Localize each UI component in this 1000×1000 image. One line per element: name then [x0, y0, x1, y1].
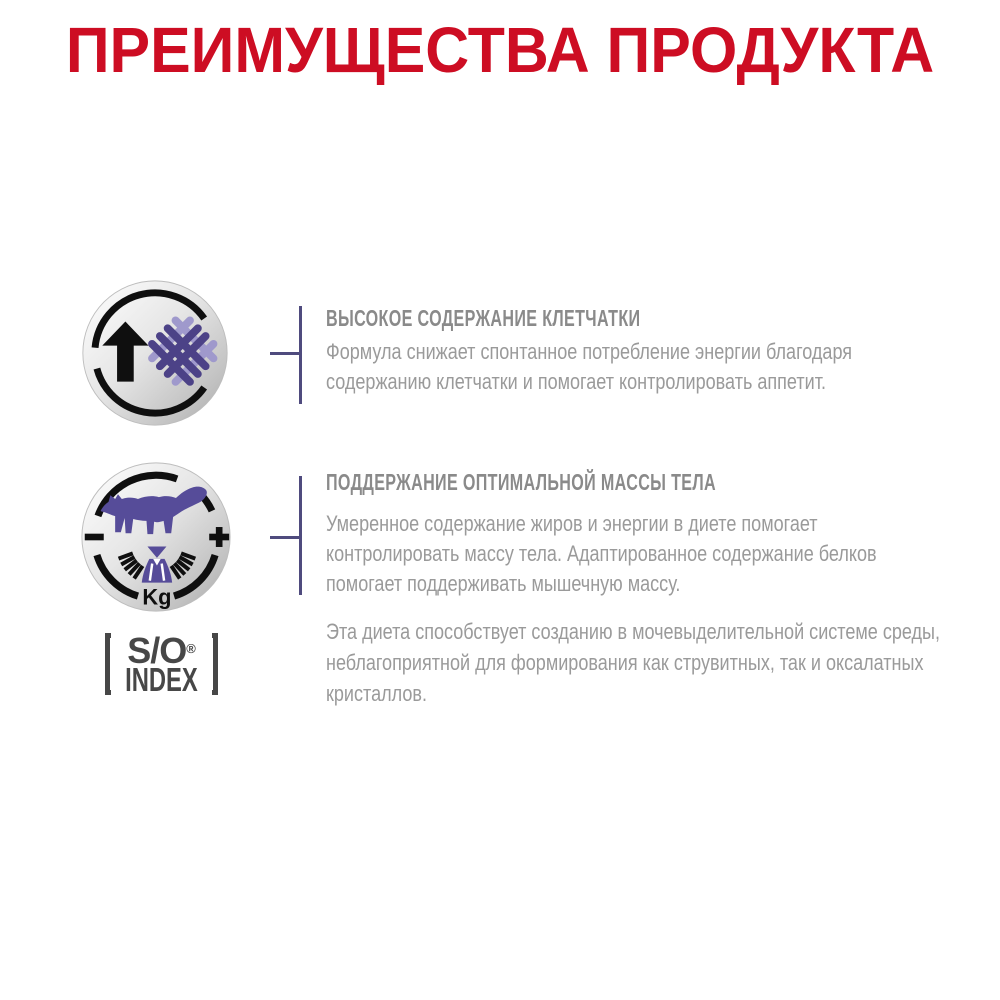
benefit-body-1 [326, 337, 968, 397]
minus-icon [85, 534, 104, 541]
body-text-line: Умеренное содержание жиров и энергии в диете помогает [326, 511, 818, 536]
body-text-line: содержанию клетчатки и помогает контролировать аппетит. [326, 369, 826, 394]
benefit-body-2 [326, 509, 997, 599]
weight-maintenance-icon [80, 461, 232, 613]
page-title: ПРЕИМУЩЕСТВА ПРОДУКТА [65, 14, 935, 86]
high-fiber-icon [81, 279, 229, 427]
body-text-line: помогает поддерживать мышечную массу. [326, 571, 681, 596]
benefit-heading-2: ПОДДЕРЖАНИЕ ОПТИМАЛЬНОЙ МАССЫ ТЕЛА [326, 469, 716, 495]
registered-mark: ® [186, 641, 196, 656]
body-text-line: контролировать массу тела. Адаптированное содержание белков [326, 541, 877, 566]
so-index-line1: S/O® [127, 630, 196, 671]
right-bracket-icon [212, 633, 218, 695]
so-index-line2: INDEX [125, 661, 198, 698]
body-text-line: кристаллов. [326, 681, 428, 706]
connector-tick-1 [270, 352, 301, 355]
so-index-text [111, 630, 212, 698]
connector-tick-2 [270, 536, 301, 539]
so-index-logo [105, 630, 218, 698]
kg-label: Kg [142, 584, 172, 610]
body-text-line: неблагоприятной для формирования как струвитных, так и оксалатных [326, 650, 924, 675]
urinary-paragraph [326, 616, 1000, 709]
connector-line-1 [299, 306, 302, 404]
benefit-heading-1: ВЫСОКОЕ СОДЕРЖАНИЕ КЛЕТЧАТКИ [326, 305, 641, 331]
body-text-line: Эта диета способствует созданию в мочевыделительной системе среды, [326, 619, 941, 644]
body-text-line: Формула снижает спонтанное потребление энергии благодаря [326, 339, 853, 364]
